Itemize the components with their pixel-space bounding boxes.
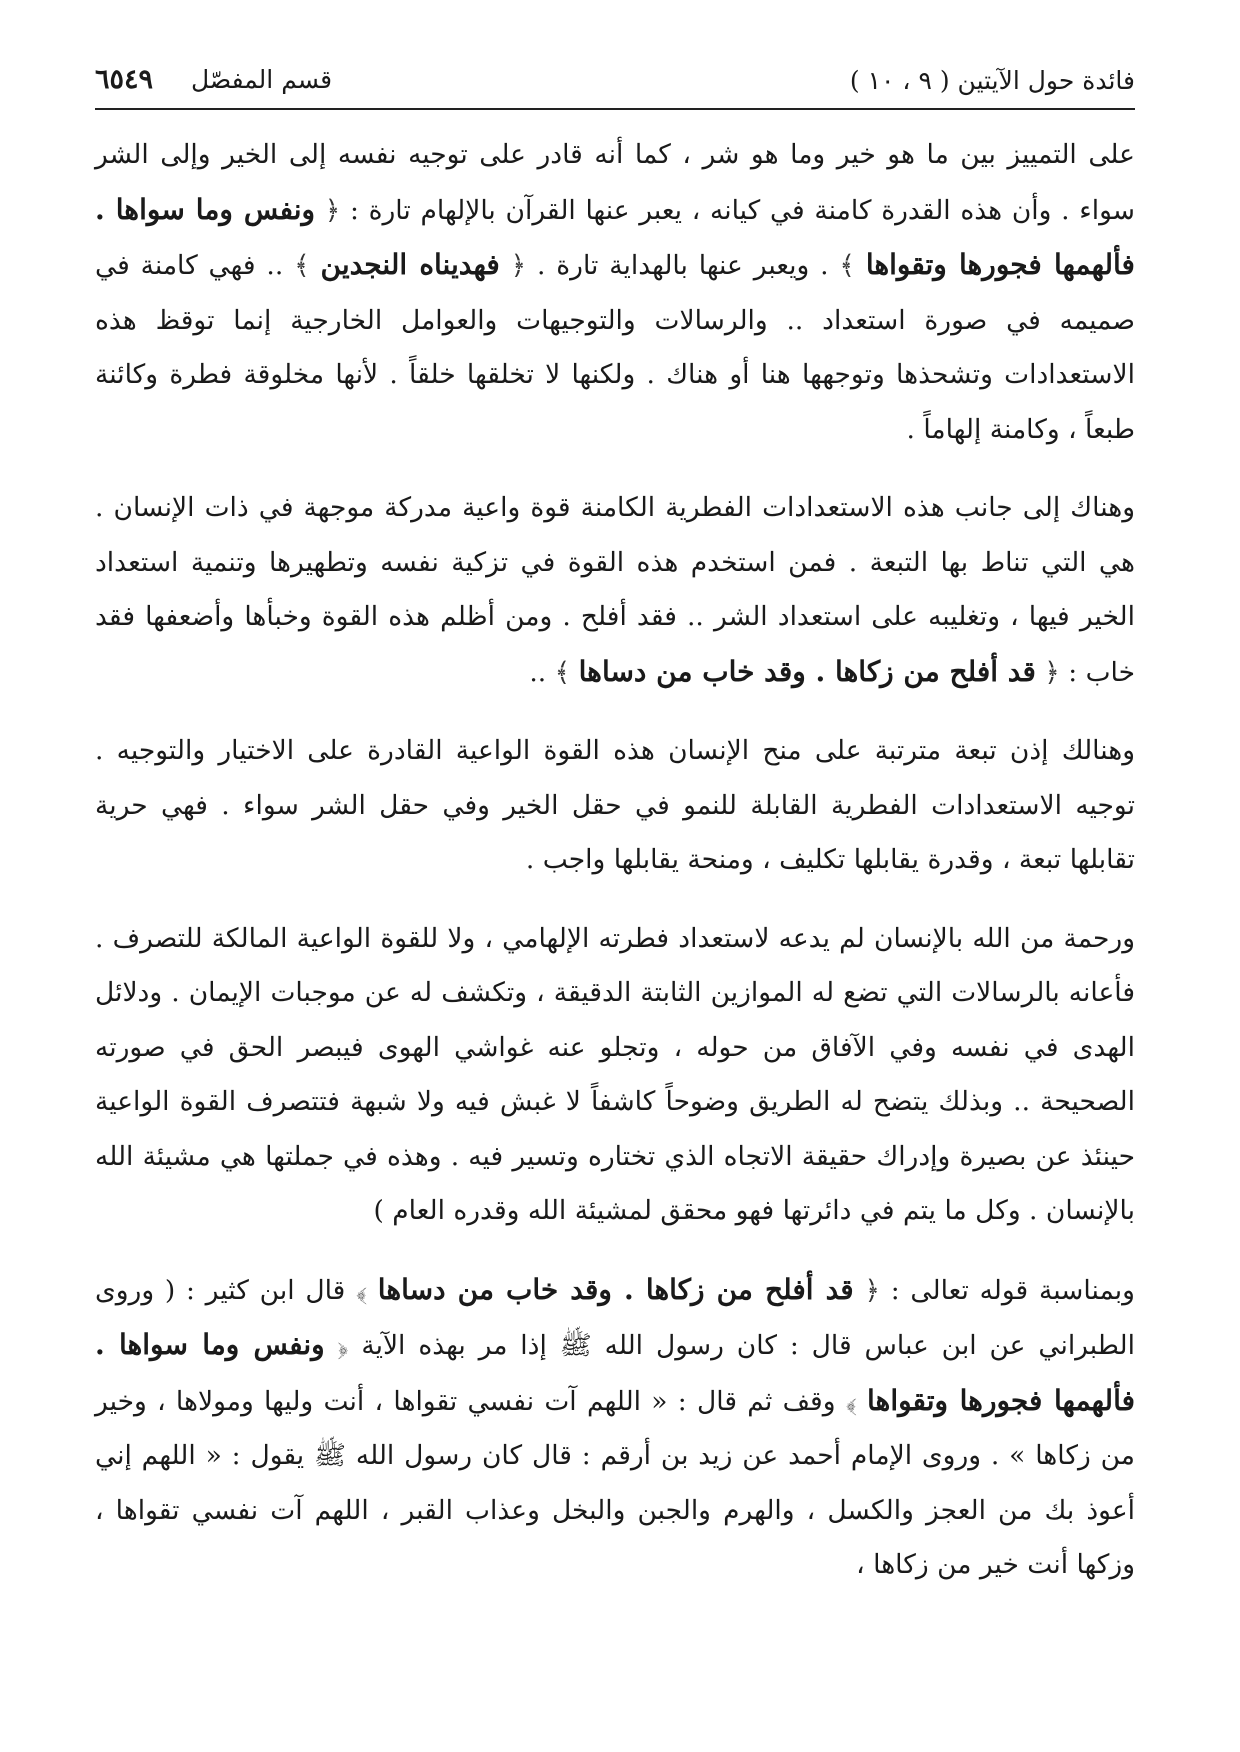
quran-close-bracket: ﴾: [356, 1274, 368, 1306]
quran-verse: ونفس وما سواها . فألهمها فجورها وتقواها: [95, 1328, 1135, 1417]
quran-verse: قد أفلح من زكاها . وقد خاب من دساها: [377, 1272, 854, 1306]
paragraph-3: [95, 724, 1135, 888]
paragraph-text: على التمييز بين ما هو خير وما هو شر ، كما أنه قادر على توجيه نفسه إلى الخير وإلى الشر سواء . وأن هذه القدرة كامنة في كيانه ، يعبر عنها القرآن بالإلهام تارة :: [95, 139, 1135, 226]
paragraph-text: قال ابن كثير : ( وروى الطبراني عن ابن عباس قال : كان رسول الله ﷺ إذا مر بهذه الآية: [95, 1274, 1135, 1361]
paragraph-text: ورحمة من الله بالإنسان لم يدعه لاستعداد فطرته الإلهامي ، ولا للقوة الواعية المالكة للتصرف . فأعانه بالرسالات التي تضع له الموازين الثابتة الدقيقة ، وتكشف له عن موجبات الإيمان . ودلائل الهدى في نفسه وفي الآفاق من حوله ، وتجلو عنه غواشي الهوى فيبصر الحق في صورته الصحيحة .. وبذلك يتضح له الطريق وضوحاً كاشفاً لا غبش فيه ولا شبهة فتتصرف القوة الواعية حينئذ عن بصيرة وإدراك حقيقة الاتجاه الذي تختاره وتسير فيه . وهذه في جملتها هي مشيئة الله بالإنسان . وكل ما يتم في دائرتها فهو محقق لمشيئة الله وقدره العام ): [95, 922, 1135, 1226]
quran-verse: ونفس وما سواها . فألهمها فجورها وتقواها: [95, 192, 1135, 281]
book-page: [95, 58, 1135, 1593]
section-name: قسم المفصّل: [190, 65, 333, 94]
paragraph-5: [95, 1263, 1135, 1593]
header-left-block: [95, 64, 332, 95]
paragraph-text: . ويعبر عنها بالهداية تارة .: [537, 250, 829, 281]
quran-close-bracket: ﴾: [839, 250, 855, 281]
paragraph-text: وهنالك إذن تبعة مترتبة على منح الإنسان هذه القوة الواعية القادرة على الاختيار والتوجيه . توجيه الاستعدادات الفطرية القابلة للنمو في حقل الخير وفي حقل الشر سواء . فهي حرية تقابلها تبعة ، وقدرة يقابلها تكليف ، ومنحة يقابلها واجب .: [95, 735, 1135, 875]
paragraph-text: وقف ثم قال : « اللهم آت نفسي تقواها ، أنت وليها ومولاها ، وخير من زكاها » . وروى الإمام أحمد عن زيد بن أرقم : قال كان رسول الله ﷺ يقول : « اللهم إني أعوذ بك من العجز والكسل ، والهرم والجبن والبخل وعذاب القبر ، اللهم آت نفسي تقواها ، وزكها أنت خير من زكاها ،: [95, 1385, 1135, 1580]
paragraph-text: وهناك إلى جانب هذه الاستعدادات الفطرية الكامنة قوة واعية مدركة موجهة في ذات الإنسان . هي التي تناط بها التبعة . فمن استخدم هذه القوة في تزكية نفسه وتطهيرها وتنمية استعداد الخير فيها ، وتغليبه على استعداد الشر .. فقد أفلح . ومن أظلم هذه القوة وخبأها وأضعفها فقد خاب :: [95, 492, 1135, 688]
quran-open-bracket: ﴿: [337, 1330, 349, 1361]
quran-verse: فهديناه النجدين: [320, 248, 500, 281]
page-body: [95, 110, 1135, 1593]
paragraph-1: [95, 128, 1135, 457]
quran-open-bracket: ﴿: [864, 1274, 880, 1306]
paragraph-text: .. فهي كامنة في صميمه في صورة استعداد .. والرسالات والتوجيهات والعوامل الخارجية إنما توقظ هذه الاستعدادات وتشحذها وتوجهها هنا أو هناك . ولكنها لا تخلقها خلقاً . لأنها مخلوقة فطرة وكائنة طبعاً ، وكامنة إلهاماً .: [95, 250, 1135, 445]
paragraph-2: [95, 481, 1135, 700]
paragraph-text: وبمناسبة قوله تعالى :: [890, 1274, 1135, 1306]
page-header: [95, 58, 1135, 110]
quran-close-bracket: ﴾: [294, 250, 310, 281]
quran-open-bracket: ﴿: [324, 194, 341, 226]
paragraph-4: [95, 912, 1135, 1239]
quran-open-bracket: ﴿: [1044, 656, 1060, 688]
paragraph-text: ..: [529, 656, 547, 688]
page-number: ٦٥٤٩: [95, 64, 154, 95]
quran-close-bracket: ﴾: [554, 656, 571, 688]
running-title: فائدة حول الآيتين ( ٩ ، ١٠ ): [849, 66, 1135, 95]
quran-verse: قد أفلح من زكاها . وقد خاب من دساها: [578, 654, 1036, 688]
quran-open-bracket: ﴿: [510, 250, 527, 281]
quran-close-bracket: ﴾: [845, 1385, 857, 1417]
